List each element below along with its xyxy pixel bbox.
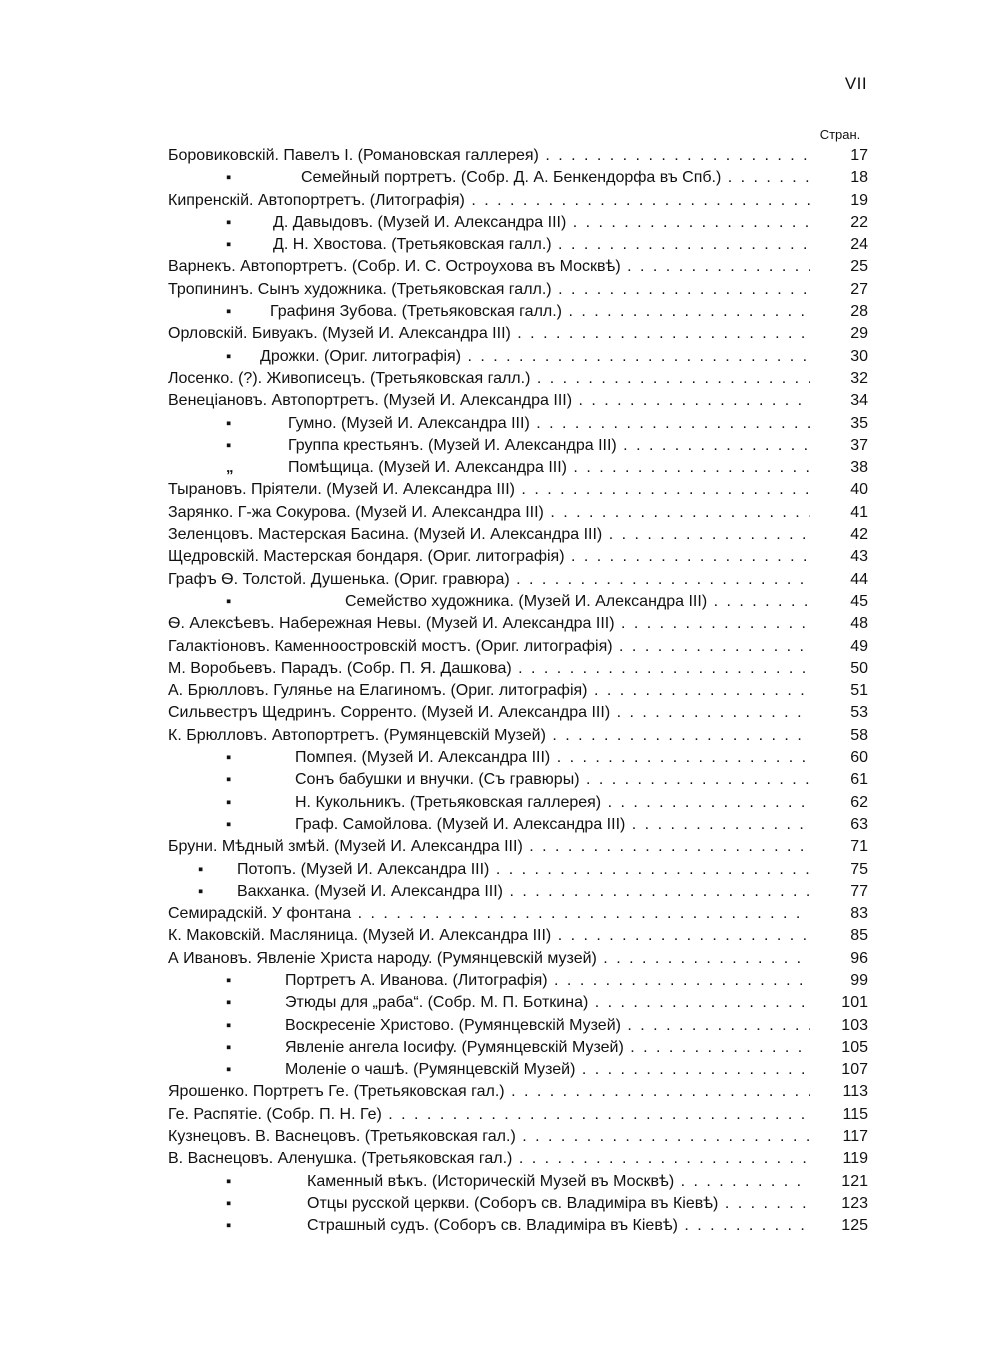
ditto-mark: ▪ (226, 347, 232, 365)
toc-entry-title: Тырановъ. Пріятели. (Музей И. Александра III) . . . (168, 479, 810, 501)
toc-entry (168, 836, 868, 858)
toc-entry-page: 35 (850, 414, 868, 432)
toc-entry-title: Зеленцовъ. Мастерская Басина. (Музей И. Александра III) . . . (168, 524, 810, 546)
toc-entry-title: Воскресеніе Христово. (Румянцевскій Музей) . . . (285, 1015, 810, 1037)
toc-entry (168, 702, 868, 724)
toc-entry-page: 58 (850, 726, 868, 744)
toc-entry-title: К. Брюлловъ. Автопортретъ. (Румянцевскій Музей) . . . (168, 725, 810, 747)
toc-entry-title: Сильвестръ Щедринъ. Сорренто. (Музей И. Александра III) . . . (168, 702, 810, 724)
toc-entry (168, 1193, 868, 1215)
toc-entry-title: Венеціановъ. Автопортретъ. (Музей И. Александра III) . . . (168, 390, 810, 412)
toc-entry (168, 256, 868, 278)
toc-entry-page: 113 (842, 1083, 868, 1101)
ditto-mark: ▪ (226, 771, 232, 789)
toc-entry (168, 368, 868, 390)
toc-entry-title: М. Воробьевъ. Парадъ. (Собр. П. Я. Дашкова) . . . (168, 658, 810, 680)
toc-entry-page: 77 (850, 882, 868, 900)
toc-entry-title: Кузнецовъ. В. Васнецовъ. (Третьяковская гал.) . . . (168, 1126, 810, 1148)
ditto-mark: ▪ (226, 1016, 232, 1034)
toc-entry-page: 19 (850, 191, 868, 209)
toc-entry (168, 903, 868, 925)
ditto-mark: ▪ (226, 815, 232, 833)
toc-entry (168, 725, 868, 747)
toc-entry-page: 51 (850, 682, 868, 700)
toc-entry-title: Ѳ. Алексѣевъ. Набережная Невы. (Музей И. Александра III) . . . (168, 613, 810, 635)
toc-entry-title: Семирадскій. У фонтана . . . (168, 903, 810, 925)
toc-entry-title: Семейство художника. (Музей И. Александра III) . . . (345, 591, 810, 613)
toc-entry-title: Зарянко. Г-жа Сокурова. (Музей И. Александра III) . . . (168, 502, 810, 524)
toc-entry (168, 1104, 868, 1126)
toc-entry-page: 41 (850, 503, 868, 521)
toc-entry-title: Граф. Самойлова. (Музей И. Александра III) . . . (295, 814, 810, 836)
toc-entry (168, 479, 868, 501)
toc-entry (168, 613, 868, 635)
toc-entry-page: 60 (850, 749, 868, 767)
toc-entry (168, 390, 868, 412)
toc-entry-page: 18 (850, 169, 868, 187)
toc-entry-page: 83 (850, 905, 868, 923)
toc-entry-page: 85 (850, 927, 868, 945)
toc-entry-title: Д. Н. Хвостова. (Третьяковская галл.) . . . (273, 234, 810, 256)
toc-entry-page: 40 (850, 481, 868, 499)
toc-entry-page: 38 (850, 459, 868, 477)
ditto-mark: ▪ (226, 236, 232, 254)
toc-entry-title: А Ивановъ. Явленіе Христа народу. (Румянцевскій музей) . . . (168, 948, 810, 970)
toc-entry-title: Н. Кукольникъ. (Третьяковская галлерея) . . . (295, 792, 810, 814)
toc-entry-title: Помѣщица. (Музей И. Александра III) . . . (288, 457, 810, 479)
toc-entry-page: 49 (850, 637, 868, 655)
toc-entry (168, 859, 868, 881)
toc-entry (168, 323, 868, 345)
toc-entry-title: А. Брюлловъ. Гулянье на Елагиномъ. (Ориг. литографія) . . . (168, 680, 810, 702)
toc-entry-page: 17 (850, 147, 868, 164)
ditto-mark: ▪ (226, 749, 232, 767)
toc-entry-page: 103 (841, 1016, 868, 1034)
ditto-mark: ▪ (198, 860, 204, 878)
toc-entry (168, 680, 868, 702)
toc-entry (168, 1081, 868, 1103)
toc-entry-page: 53 (850, 704, 868, 722)
ditto-mark: ▪ (226, 971, 232, 989)
toc-entry (168, 1059, 868, 1081)
toc-entry-title: Щедровскій. Мастерская бондаря. (Ориг. литографія) . . . (168, 546, 810, 568)
toc-entry-page: 29 (850, 325, 868, 343)
toc-entry (168, 234, 868, 256)
toc-entry-page: 107 (841, 1061, 868, 1079)
toc-entry (168, 457, 868, 479)
toc-entry-title: Боровиковскій. Павелъ I. (Романовская галлерея) . . . (168, 145, 810, 167)
toc-entry-page: 61 (850, 771, 868, 789)
toc-entry-title: Явленіе ангела Іосифу. (Румянцевскій Музей) . . . (285, 1037, 810, 1059)
toc-entry-title: Графиня Зубова. (Третьяковская галл.) . . . (270, 301, 810, 323)
ditto-mark: „ (226, 459, 234, 477)
toc-entry-page: 125 (841, 1217, 868, 1235)
toc-entry-title: Гумно. (Музей И. Александра III) . . . (288, 413, 810, 435)
ditto-mark: ▪ (226, 1194, 232, 1212)
toc-entry-page: 32 (850, 369, 868, 387)
toc-entry-title: Вакханка. (Музей И. Александра III) . . . (237, 881, 810, 903)
toc-entry (168, 435, 868, 457)
toc-entry-title: Помпея. (Музей И. Александра III) . . . (295, 747, 810, 769)
toc-entry-page: 43 (850, 548, 868, 566)
ditto-mark: ▪ (226, 436, 232, 454)
toc-entry (168, 925, 868, 947)
toc-entry-title: Группа крестьянъ. (Музей И. Александра III) . . . (288, 435, 810, 457)
toc-entry-page: 123 (841, 1194, 868, 1212)
toc-entry-page: 119 (842, 1150, 868, 1168)
toc-entry-page: 121 (841, 1172, 868, 1190)
toc-entry-page: 45 (850, 592, 868, 610)
toc-entry (168, 546, 868, 568)
toc-entry-title: Кипренскій. Автопортретъ. (Литографія) . . . (168, 190, 810, 212)
toc-entry-page: 37 (850, 436, 868, 454)
toc-entry-page: 42 (850, 526, 868, 544)
toc-entry (168, 1126, 868, 1148)
toc-entry-title: Семейный портретъ. (Собр. Д. А. Бенкендорфа въ Спб.) . . . (301, 167, 810, 189)
toc-entry (168, 769, 868, 791)
toc-entry-page: 71 (850, 838, 868, 856)
toc-entry (168, 167, 868, 189)
ditto-mark: ▪ (226, 1038, 232, 1056)
toc-entry (168, 502, 868, 524)
toc-entry-title: Дрожки. (Ориг. литографія) . . . (260, 346, 810, 368)
toc-entry-title: Лосенко. (?). Живописецъ. (Третьяковская галл.) . . . (168, 368, 810, 390)
toc-entry-page: 50 (850, 659, 868, 677)
toc-entry-title: К. Маковскій. Масляница. (Музей И. Александра III) . . . (168, 925, 810, 947)
toc-entry-title: Каменный вѣкъ. (Историческій Музей въ Москвѣ) . . . (307, 1171, 810, 1193)
toc-entry (168, 658, 868, 680)
toc-entry-page: 25 (850, 258, 868, 276)
toc-entry-page: 44 (850, 570, 868, 588)
toc-entry (168, 524, 868, 546)
toc-entry-page: 48 (850, 615, 868, 633)
toc-entry (168, 145, 868, 167)
toc-entry-page: 27 (850, 280, 868, 298)
toc-entry-title: Ярошенко. Портретъ Ге. (Третьяковская гал.) . . . (168, 1081, 810, 1103)
ditto-mark: ▪ (226, 793, 232, 811)
toc-entry-page: 22 (850, 213, 868, 231)
toc-entry-page: 24 (850, 236, 868, 254)
ditto-mark: ▪ (226, 213, 232, 231)
toc-entry-page: 99 (850, 971, 868, 989)
toc-entry (168, 636, 868, 658)
toc-entry-page: 117 (842, 1128, 868, 1146)
toc-entry-title: Д. Давыдовъ. (Музей И. Александра III) . . . (273, 212, 810, 234)
toc-entry (168, 747, 868, 769)
toc-entry (168, 301, 868, 323)
toc-entry (168, 1015, 868, 1037)
toc-entry (168, 792, 868, 814)
toc-entry-title: Страшный судъ. (Соборъ св. Владиміра въ Кіевѣ) . . . (307, 1215, 810, 1237)
toc-entry-page: 28 (850, 303, 868, 321)
toc-entry-title: Отцы русской церкви. (Соборъ св. Владиміра въ Кіевѣ) . . . (307, 1193, 810, 1215)
toc-entry-title: Варнекъ. Автопортретъ. (Собр. И. С. Остроухова въ Москвѣ) . . . (168, 256, 810, 278)
toc-entry-page: 75 (850, 860, 868, 878)
toc-entry-page: 96 (850, 949, 868, 967)
ditto-mark: ▪ (226, 994, 232, 1012)
toc-entry-page: 63 (850, 815, 868, 833)
table-of-contents (168, 145, 868, 1238)
toc-entry-page: 30 (850, 347, 868, 365)
toc-entry (168, 1215, 868, 1237)
toc-entry-title: Орловскій. Бивуакъ. (Музей И. Александра III) . . . (168, 323, 810, 345)
toc-entry (168, 279, 868, 301)
ditto-mark: ▪ (226, 1061, 232, 1079)
toc-entry-title: Графъ Ѳ. Толстой. Душенька. (Ориг. гравюра) . . . (168, 569, 810, 591)
ditto-mark: ▪ (226, 1172, 232, 1190)
toc-entry-title: Галактіоновъ. Каменноостровскій мостъ. (Ориг. литографія) . . . (168, 636, 810, 658)
toc-entry-page: 62 (850, 793, 868, 811)
toc-entry (168, 881, 868, 903)
toc-entry (168, 190, 868, 212)
ditto-mark: ▪ (226, 592, 232, 610)
toc-entry (168, 591, 868, 613)
toc-entry-title: Бруни. Мѣдный змѣй. (Музей И. Александра III) . . . (168, 836, 810, 858)
toc-entry-title: Потопъ. (Музей И. Александра III) . . . (237, 859, 810, 881)
toc-entry-title: Ге. Распятіе. (Собр. П. Н. Ге) . . . (168, 1104, 810, 1126)
ditto-mark: ▪ (226, 414, 232, 432)
toc-entry (168, 814, 868, 836)
toc-entry (168, 1148, 868, 1170)
toc-entry-title: Сонъ бабушки и внучки. (Съ гравюры) . . . (295, 769, 810, 791)
toc-entry (168, 970, 868, 992)
toc-entry-title: Портретъ А. Иванова. (Литографія) . . . (285, 970, 810, 992)
ditto-mark: ▪ (226, 303, 232, 321)
toc-entry (168, 948, 868, 970)
toc-entry-title: Тропининъ. Сынъ художника. (Третьяковская галл.) . . . (168, 279, 810, 301)
toc-entry-title: В. Васнецовъ. Аленушка. (Третьяковская гал.) . . . (168, 1148, 810, 1170)
ditto-mark: ▪ (226, 1217, 232, 1235)
toc-entry (168, 413, 868, 435)
toc-entry-page: 101 (841, 994, 868, 1012)
toc-entry-page: 34 (850, 392, 868, 410)
toc-entry (168, 1171, 868, 1193)
toc-entry (168, 212, 868, 234)
toc-entry (168, 346, 868, 368)
page-number: VII (844, 74, 868, 93)
toc-entry-page: 105 (841, 1038, 868, 1056)
toc-entry (168, 569, 868, 591)
toc-entry-page: 115 (842, 1105, 868, 1123)
toc-entry (168, 992, 868, 1014)
page-column-header: Стран. (819, 127, 861, 142)
toc-entry (168, 1037, 868, 1059)
ditto-mark: ▪ (226, 169, 232, 187)
ditto-mark: ▪ (198, 882, 204, 900)
toc-entry-title: Моленіе о чашѣ. (Румянцевскій Музей) . . . (285, 1059, 810, 1081)
toc-entry-title: Этюды для „раба“. (Собр. М. П. Боткина) . . . (285, 992, 810, 1014)
